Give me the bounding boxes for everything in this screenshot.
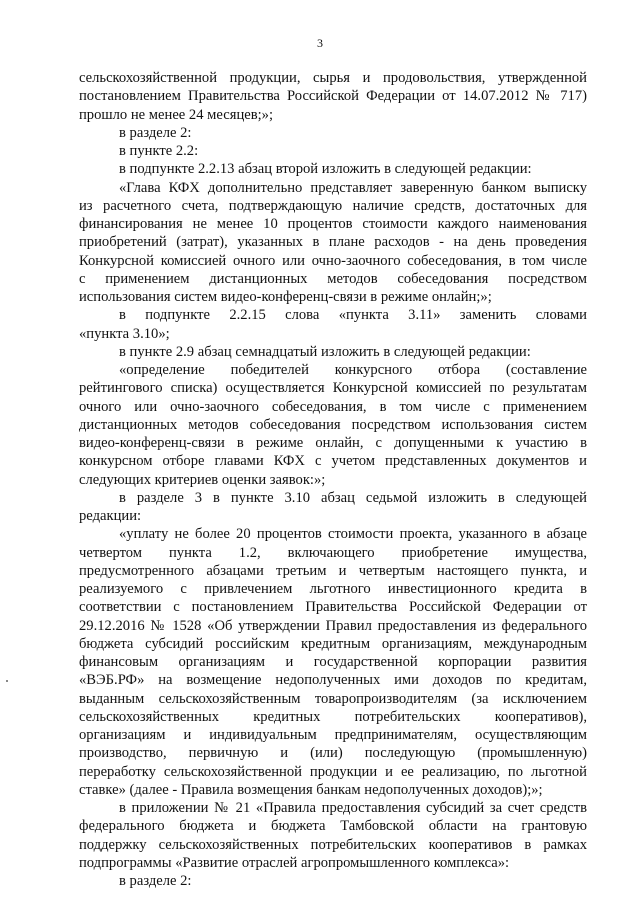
text-line: ставке» (далее - Правила возмещения банкам недополученных доходов);»;: [79, 781, 543, 798]
text-line: из расчетного счета, подтверждающую наличие средств, достаточных для: [79, 197, 587, 214]
text-line: рейтингового списка) осуществляется Конкурсной комиссией по результатам: [79, 380, 587, 397]
text-line: «уплату не более 20 процентов стоимости проекта, указанного в абзаце: [119, 526, 587, 543]
text-line: «Глава КФХ дополнительно представляет заверенную банком выписку: [119, 179, 587, 196]
text-line: «определение победителей конкурсного отбора (составление: [119, 362, 587, 378]
text-line: в пункте 2.2:: [119, 143, 199, 159]
text-line: очного или очно-заочного собеседования, в том числе с применением: [79, 398, 587, 415]
text-line: конкурсном отборе главами КФХ с учетом представленных документов и: [79, 453, 587, 470]
text-line: реализуемого с привлечением льготного инвестиционного кредита в: [79, 581, 587, 597]
text-line: видео-конференц-связи в режиме онлайн, с допущенными к участию в: [79, 435, 587, 451]
scan-artifact: [6, 680, 8, 682]
text-line: редакции:: [79, 508, 142, 524]
text-line: переработку сельскохозяйственной продукции и ее реализацию, по льготной: [79, 763, 587, 780]
text-line: соответствии с постановлением Правительства Российской Федерации от: [79, 599, 587, 616]
text-line: бюджета субсидий российским кредитным организациям, международным: [79, 635, 587, 652]
text-line: прошло не менее 24 месяцев;»;: [79, 106, 274, 123]
text-line: четвертом пункта 1.2, включающего приобретение имущества,: [79, 544, 587, 561]
text-line: в разделе 2:: [119, 873, 192, 889]
text-line: финансирования не менее 10 процентов стоимости каждого наименования: [79, 216, 587, 232]
text-line: Конкурсной комиссией очного или очно-заочного собеседования, в том числе: [79, 252, 587, 269]
text-line: в приложении № 21 «Правила предоставления субсидий за счет средств: [119, 800, 587, 816]
text-line: поддержку сельскохозяйственных потребительских кооперативов в рамках: [79, 836, 587, 853]
text-line: в подпункте 2.2.13 абзац второй изложить в следующей редакции:: [119, 161, 532, 178]
text-line: сельскохозяйственной продукции, сырья и продовольствия, утвержденной: [79, 70, 587, 86]
text-line: финансовым организациям и государственной корпорации развития: [79, 654, 587, 670]
document-body: [79, 69, 587, 890]
text-line: приобретений (затрат), указанных в плане расходов - на день проведения: [79, 234, 587, 251]
text-line: сельскохозяйственных кредитных потребительских кооперативов),: [79, 708, 587, 725]
text-line: выданным сельскохозяйственным товаропроизводителям (за исключением: [79, 690, 587, 707]
text-line: предусмотренного абзацами третьим и четвертым настоящего пункта, и: [79, 562, 587, 579]
text-line: «ВЭБ.РФ» на возмещение недополученных ими доходов по кредитам,: [79, 672, 587, 689]
text-line: 29.12.2016 № 1528 «Об утверждении Правил предоставления из федерального: [79, 617, 587, 634]
page-number: 3: [317, 36, 323, 50]
text-line: в пункте 2.9 абзац семнадцатый изложить в следующей редакции:: [119, 343, 531, 360]
text-line: в разделе 2:: [119, 124, 192, 141]
text-line: использования систем видео-конференц-связи в режиме онлайн;»;: [79, 289, 492, 305]
text-line: «пункта 3.10»;: [79, 325, 170, 342]
text-line: подпрограммы «Развитие отраслей агропромышленного комплекса»:: [79, 854, 510, 871]
text-line: дистанционных методов собеседования посредством использования систем: [79, 416, 587, 433]
text-line: федерального бюджета и бюджета Тамбовской области на грантовую: [79, 818, 587, 835]
text-line: с применением дистанционных методов собеседования посредством: [79, 270, 587, 287]
text-line: следующих критериев оценки заявок:»;: [79, 471, 326, 488]
text-line: постановлением Правительства Российской Федерации от 14.07.2012 № 717): [79, 88, 587, 105]
text-line: производство, первичную и (или) последующую (промышленную): [79, 745, 587, 762]
text-line: в подпункте 2.2.15 слова «пункта 3.11» заменить словами: [119, 307, 587, 324]
text-line: организациям и индивидуальным предпринимателям, осуществляющим: [79, 727, 587, 743]
text-line: в разделе 3 в пункте 3.10 абзац седьмой изложить в следующей: [119, 489, 587, 506]
